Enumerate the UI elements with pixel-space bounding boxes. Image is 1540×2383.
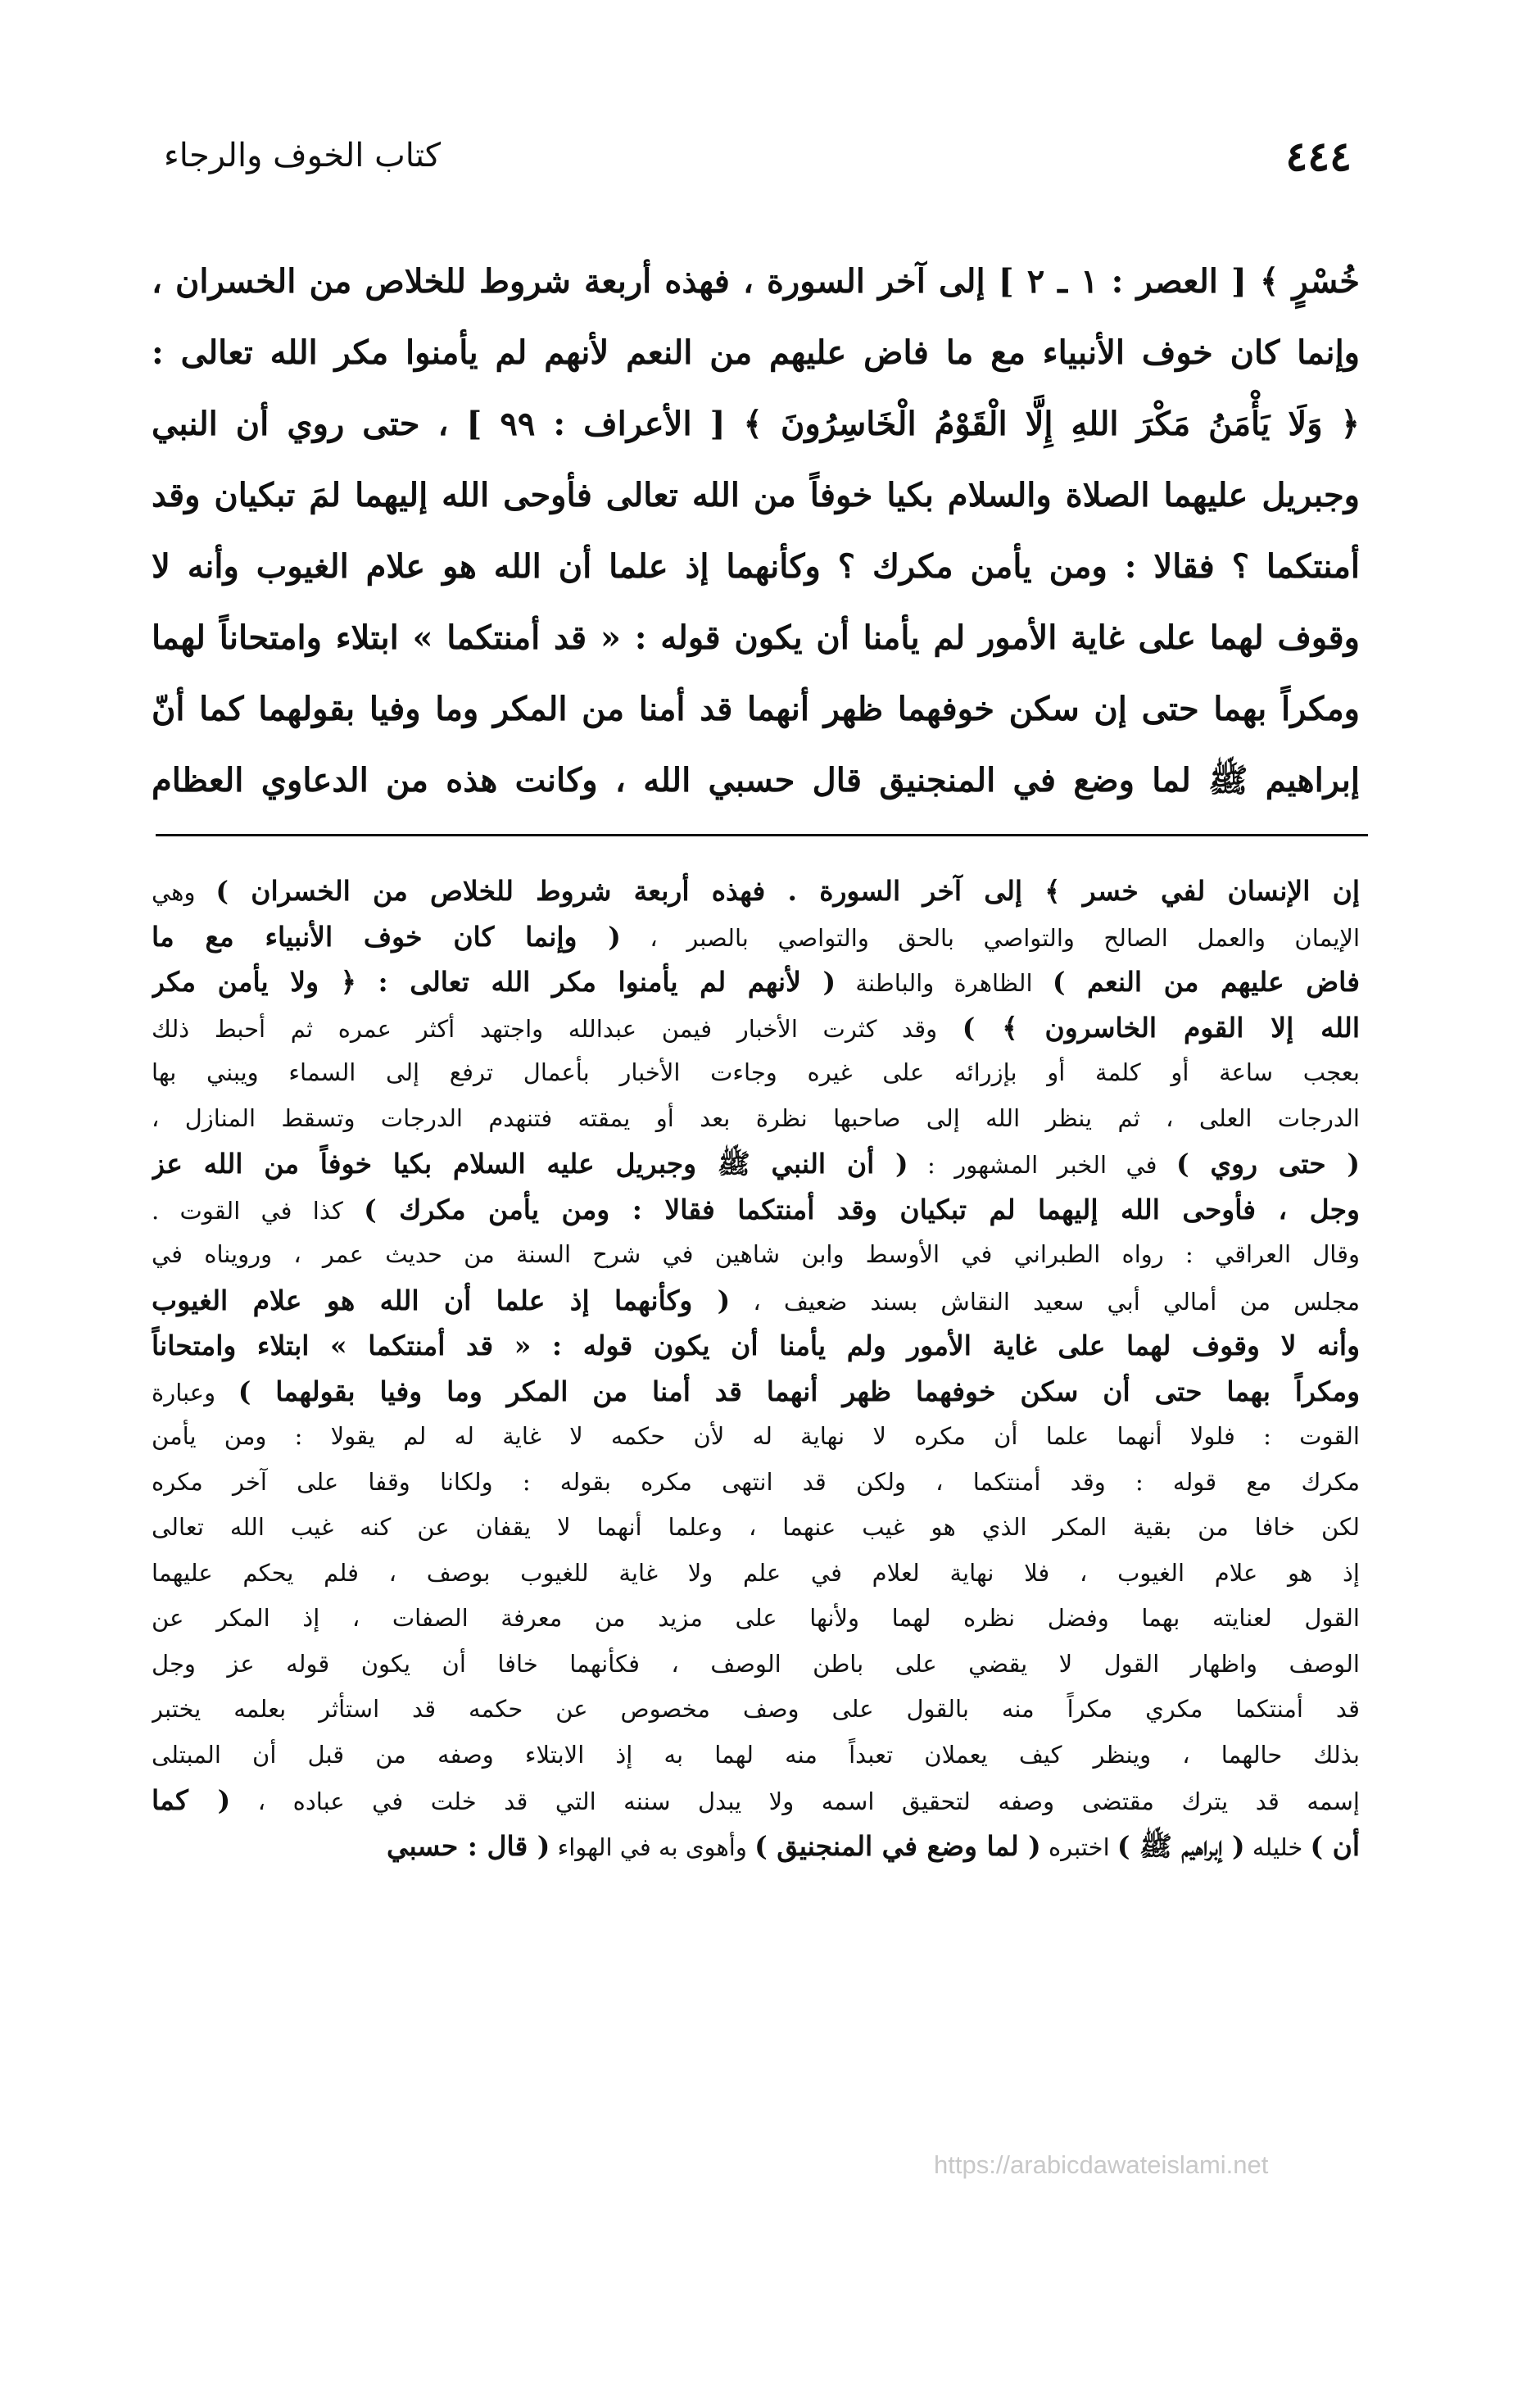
main-text-line: أمنتكما ؟ فقالا : ومن يأمن مكرك ؟ وكأنهما إذ علما أن الله هو علام الغيوب وأنه لا [152,547,1360,586]
commentary-text: وهي [152,878,216,906]
commentary-line [152,1369,1360,1415]
commentary-text: بعجب ساعة أو كلمة أو بإزرائه على غيره وجاءت الأخبار بأعمال ترفع إلى السماء ويبني بها [152,1058,1360,1086]
commentary-text: الدرجات العلى ، ثم ينظر الله إلى صاحبها نظرة بعد أو يمقته فتنهدم الدرجات وتسقط المنازل ، [152,1103,1360,1132]
commentary-text: كذا في القوت . [152,1196,365,1225]
commentary-line [152,1323,1360,1369]
commentary-text: الإيمان والعمل الصالح والتواصي بالحق والتواصي بالصبر ، [620,923,1360,952]
commentary-quoted-text: الله إلا القوم الخاسرون ﴾ ) [962,1011,1360,1044]
commentary-text: الظاهرة والباطنة [836,969,1053,997]
commentary-line [152,1005,1360,1051]
commentary-quoted-text: ( كما [152,1784,231,1816]
book-title: كتاب الخوف والرجاء [164,137,442,174]
main-text-line: خُسْرٍ ﴾ [ العصر : ١ ـ ٢ ] إلى آخر السورة ، فهذه أربعة شروط للخلاص من الخسران ، [152,262,1360,301]
commentary-text: مجلس من أمالي أبي سعيد النقاش بسند ضعيف ، [730,1287,1360,1316]
commentary-text: الوصف واظهار القول لا يقضي على باطن الوصف ، فكأنهما خافا أن يكون قوله عز وجل [152,1649,1360,1678]
commentary-line [152,1733,1360,1778]
commentary-line [152,1596,1360,1642]
commentary-quoted-text: إن الإنسان لفي خسر ﴾ إلى آخر السورة . فهذه أربعة شروط للخلاص من الخسران ) [215,875,1360,907]
commentary-line [152,1505,1360,1551]
commentary-line [152,1687,1360,1733]
commentary-quoted-text: وجل ، فأوحى الله إليهما لم تبكيان وقد أمنتكما فقالا : ومن يأمن مكرك ) [364,1193,1360,1225]
commentary-text: لكن خافا من بقية المكر الذي هو غيب عنهما ، وعلما أنهما لا يقفان عن كنه غيب الله تعالى [152,1513,1360,1541]
commentary-quoted-text: ( أن النبي ﷺ وجبريل عليه السلام بكيا خوفاً من الله عز [152,1148,908,1180]
main-text-line: وجبريل عليهما الصلاة والسلام بكيا خوفاً من الله تعالى فأوحى الله إليهما لمَ تبكيان وقد [152,476,1360,514]
main-text-line: ومكراً بهما حتى إن سكن خوفهما ظهر أنهما قد أمنا من المكر وما وفيا بقولهما كما أنّ [152,690,1360,728]
commentary-text: مكرك مع قوله : وقد أمنتكما ، ولكن قد انتهى مكره بقوله : ولكانا وقفا على آخر مكره [152,1467,1360,1496]
commentary-text: اختبره [1040,1833,1117,1861]
commentary-quoted-text: أن ) [1310,1829,1360,1862]
commentary-quoted-text: ( وإنما كان خوف الأنبياء مع ما [152,920,621,953]
main-text-line: إبراهيم ﷺ لما وضع في المنجنيق قال حسبي الله ، وكانت هذه من الدعاوي العظام [152,761,1360,800]
commentary-quoted-text: وأنه لا وقوف لهما على غاية الأمور ولم يأمنا أن يكون قوله : « قد أمنتكما » ابتلاء وامتحاناً [152,1330,1360,1361]
commentary-text: وأهوى به في الهواء [550,1833,755,1861]
commentary-line [152,1232,1360,1278]
commentary-line [152,1096,1360,1142]
commentary-text: خليله [1244,1833,1311,1861]
commentary-quoted-text: ( لما وضع في المنجنيق ) [754,1829,1041,1862]
commentary [152,868,1360,1869]
commentary-line [152,959,1360,1005]
commentary-quoted-text: ( حتى روي ) [1175,1148,1360,1180]
commentary-quoted-text: فاض عليهم من النعم ) [1052,966,1360,998]
main-text-line: ﴿ وَلَا يَأْمَنُ مَكْرَ اللهِ إِلَّا الْقَوْمُ الْخَاسِرُونَ ﴾ [ الأعراف : ٩٩ ] ، حتى روي أن النبي [152,405,1360,443]
commentary-line [152,1823,1360,1869]
commentary-text: إسمه قد يترك مقتضى وصفه لتحقيق اسمه ولا يبدل سننه التي قد خلت في عباده ، [230,1787,1360,1815]
commentary-quoted-text: ( وكأنهما إذ علما أن الله هو علام الغيوب [152,1284,731,1316]
commentary-line [152,1551,1360,1597]
commentary-quoted-text: ومكراً بهما حتى أن سكن خوفهما ظهر أنهما قد أمنا من المكر وما وفيا بقولهما ) [238,1375,1360,1407]
commentary-line [152,1050,1360,1096]
commentary-line [152,1141,1360,1187]
commentary-text: القوت : فلولا أنهما علما أن مكره لا نهاية له لأن حكمه لا غاية له لم يقولا : ومن يأمن [152,1422,1360,1450]
separator-rule [156,834,1368,836]
commentary-line [152,1187,1360,1233]
watermark: https://arabicdawateislami.net [934,2150,1269,2179]
commentary-quoted-text: ( إبراهيم ﷺ ) [1116,1829,1245,1862]
commentary-line [152,1642,1360,1688]
commentary-text: القول لعنايته بهما وفضل نظره لهما ولأنها على مزيد من معرفة الصفات ، إذ المكر عن [152,1604,1360,1632]
commentary-text: قد أمنتكما مكري مكراً منه بالقول على وصف مخصوص عن حكمه قد استأثر بعلمه يختبر [152,1695,1360,1723]
main-text-line: وقوف لهما على غاية الأمور لم يأمنا أن يكون قوله : « قد أمنتكما » ابتلاء وامتحاناً لهما [152,618,1360,657]
commentary-line [152,1778,1360,1823]
commentary-line [152,1278,1360,1324]
commentary-quoted-text: ( قال : حسبي [387,1829,550,1862]
page-number: ٤٤٤ [1285,131,1352,180]
commentary-text: إذ هو علام الغيوب ، فلا نهاية لعلام في علم ولا غاية للغيوب بوصف ، فلم يحكم عليهما [152,1558,1360,1587]
commentary-text: في الخبر المشهور : [908,1151,1176,1179]
running-header [164,123,1352,188]
commentary-line [152,1460,1360,1506]
commentary-line [152,868,1360,914]
commentary-text: وقد كثرت الأخبار فيمن عبدالله واجتهد أكثر عمره ثم أحبط ذلك [152,1014,962,1043]
commentary-line [152,914,1360,960]
commentary-text: بذلك حالهما ، وينظر كيف يعملان تعبداً منه لهما به إذ الابتلاء وصفه من قبل أن المبتلى [152,1740,1360,1769]
main-text-line: وإنما كان خوف الأنبياء مع ما فاض عليهم من النعم لأنهم لم يأمنوا مكر الله تعالى : [152,333,1360,372]
main-text [152,246,1360,816]
commentary-quoted-text: ( لأنهم لم يأمنوا مكر الله تعالى : ﴿ ولا يأمن مكر [152,966,836,998]
commentary-text: وعبارة [152,1378,238,1407]
commentary-line [152,1414,1360,1460]
commentary-text: وقال العراقي : رواه الطبراني في الأوسط وابن شاهين في شرح السنة من حديث عمر ، ورويناه في [152,1240,1360,1268]
